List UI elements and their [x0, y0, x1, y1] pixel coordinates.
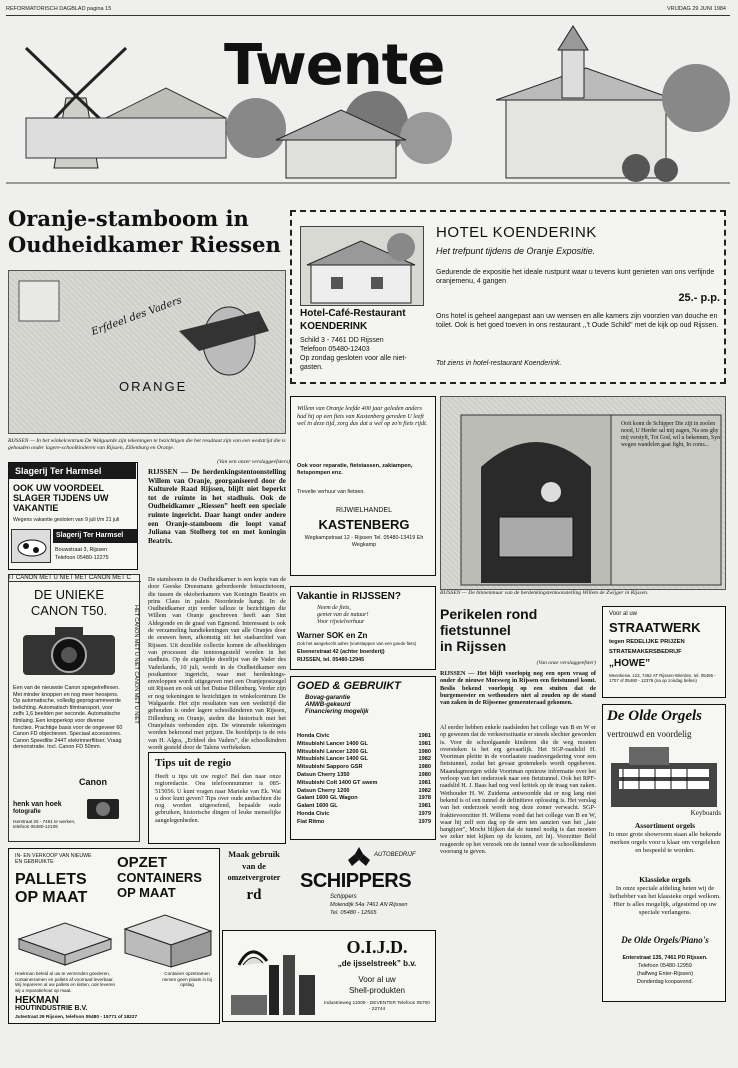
car-name: Galant 1600 GL	[297, 803, 338, 810]
article1-title-line2: Oudheidkamer Riessen	[8, 232, 281, 257]
mitsubishi-logo-icon	[344, 846, 374, 868]
car-year: 1981	[418, 740, 431, 747]
banner-title: Twente	[224, 33, 445, 98]
harmsel-addr1: Bouwstraat 3, Rijssen	[55, 547, 108, 553]
header-left: REFORMATORISCH DAGBLAD pagina 15	[6, 6, 112, 12]
car-row	[297, 788, 431, 796]
hekman-opzet1: OPZET	[117, 854, 168, 871]
schippers-sub: Schippers	[330, 894, 357, 900]
olde-t2: In onze speciale afdeling heten wij de liefhebber van het klassieke orgel welkom. Hier is alles mogelijk, afgestemd op uw speciale verlangens.	[609, 885, 721, 916]
schippers-addr: Molendijk 54a 7461 AN Rijssen	[330, 902, 408, 908]
goed-b3: Financiering mogelijk	[305, 708, 369, 715]
car-year: 1980	[418, 764, 431, 771]
shell-illustration	[229, 935, 319, 1019]
tips-text: Heeft u tips uit uw regio? Bel dan naar onze regioredactie. Ons telefoonnummer is 085-515056. U kunt vragen naar Marieke van Ek. Wat u door kunt geven? Tips over oude ambachten die nog worden uitgeoefend, bepaalde oude gebruiken, historische dingen of leuke menselijke aangelegenheden.	[155, 773, 281, 824]
car-name: Galant 1600 GL Wagon	[297, 795, 358, 802]
canon-shopaddr: Iserstraat 25 - 7461 te werken, telefoon 05480-12109	[13, 819, 76, 830]
koenderink-logo-line1: Hotel-Café-Restaurant	[300, 308, 406, 319]
maak-gebruik-ad	[222, 848, 286, 934]
car-year: 1980	[418, 771, 431, 778]
article2-photo-caption: RIJSSEN — De binnenmuur van de herdenkingstentoonstelling Willem de Zwijger in Rijssen.	[440, 590, 649, 596]
koenderink-addr3: Op zondag gesloten voor alle niet-gasten.	[300, 355, 407, 371]
car-year: 1979	[418, 818, 431, 825]
car-row	[297, 819, 431, 827]
vakantie-t3: Voor rijwielverhuur	[317, 619, 365, 625]
olde-h2: Klassieke orgels	[639, 875, 691, 884]
howe-addr: Meenkesw. 123, 7462 AT Rijssen-Wierden, tel. 05496 - 1707 of 05480 - 12378 (na op zondag bellen)	[609, 673, 716, 684]
hekman-addr: Jutestraat 29 Rijssen, telefoon 05480 - 15771 of 18227	[15, 1015, 138, 1020]
car-row	[297, 733, 431, 741]
article2-body: Al eerder hebben enkele raadsleden het college van B en W er op gewezen dat de verkeerssituatie er steeds slechter geworden is. Voor de schoolgaande kinderen die de weg moeten oversteken is het erg gevaarlijk. Het SGP-raadslid H. Voortman pleitte in de voorlaatste raadsvergadering voor een fietstunnel, zodat het gevaar grotendeels wordt opgeheven. Maandagmorgen wilde Voortman opnieuw informatie over het verloop van het onderzoek naar een fietstunnel. Ook het RPF-raadslid H. J. Baas had nog veel kritiek op de traag van zaken. Wethouder H. W. Zuidema antwoordde dat er nog lang niet bekend is of een tunnel de definitieve oplossing is. Het verslag van het onderzoek wordt nog deze zomer verwacht. SGP-fraktievoorzitter H. Willems vond dat het college van B en W, waar hij zelf een dag op de arm ten aanzien van het ,,late hangijzer'', Mocht blijken dat de tunnel nodig is dan moeten we zeker niet kijken op de kosten, zei hij. Voorzitter Beld reageerde op het verzoek om de tunnel voor de schoolkinderen voorrang te geven.	[440, 724, 596, 856]
vakantie-title: Vakantie in RIJSSEN?	[297, 591, 401, 602]
car-row	[297, 772, 431, 780]
schippers-name: SCHIPPERS	[300, 870, 412, 892]
car-name: Datsun Cherry 1200	[297, 787, 350, 794]
canon-head1: DE UNIEKE	[33, 587, 105, 602]
schippers-tel: Tel. 05480 - 12565	[330, 910, 377, 916]
car-name: Mitsubishi Lancer 1200 GL	[297, 748, 368, 755]
kastenberg-name2: KASTENBERG	[318, 517, 410, 532]
car-year: 1982	[418, 756, 431, 763]
kastenberg-sig: Trevelie verhuur van fietsen.	[297, 489, 365, 495]
oijd-sub: „de ijsselstreek” b.v.	[337, 959, 417, 968]
canon-text: Een van de nieuwste Canon spiegelreflexen. Met minder knoppen en nog meer heosjens. Op automatische, volledig geprogrammeerde belichting. Automatisch filmtransport, voor zelfs 1,6 beelden per seconde. Automatische filmlaing. Een knipperkop voor diverse functies. Prachtige basis voor de ongeveer 60 Canon FD objectieven. Speciaal accessoires. Canon Speedlite 244T elekrinnerflitser. Vraag demonstratie. Incl. Canon FD 50mm.	[13, 685, 123, 751]
article1-title-line1: Oranje-stamboom in	[8, 206, 249, 231]
olde-addr2: Telefoon 05480-12959	[638, 963, 692, 969]
header-rule	[6, 15, 730, 16]
article2-title	[440, 606, 590, 654]
kastenberg-addr: Wegkampstraat 12 - Rijssen Tel. 05480-13419 Eh Wegkamp	[304, 535, 424, 548]
canon-ad	[8, 574, 140, 842]
article1-credit: (Van een onzer verslaggeefsters)	[217, 459, 290, 465]
twente-banner	[6, 18, 730, 190]
article1-photo	[8, 270, 286, 434]
kastenberg-poem: Willem van Oranje leefde 400 jaar geleden anders had hij op een fiets van Kastenberg gereden U leeft wel in deze tijd, zorg dus dat u wel op zo'n fiets rijdt.	[297, 405, 428, 428]
koenderink-title: HOTEL KOENDERINK	[436, 224, 597, 241]
camera-small-icon	[85, 793, 121, 823]
hekman-name2: HOUTINDUSTRIE B.V.	[15, 1005, 88, 1012]
olde-addr4: Donderdag koopavond.	[636, 979, 694, 985]
goed-b1: Bovag-garantie	[305, 694, 351, 701]
hekman-pallets1: PALLETS	[15, 871, 87, 888]
kastenberg-name1: RIJWIELHANDEL	[335, 507, 392, 514]
harmsel-name2: Slagerij Ter Harmsel	[53, 529, 137, 543]
car-name: Mitsubishi Sapporo GSR	[297, 764, 363, 771]
maak-t1: Maak gebruik	[228, 849, 280, 859]
pallet-illustration	[15, 909, 215, 969]
car-name: Honda Civic	[297, 733, 330, 739]
harmsel-name: Slagerij Ter Harmsel	[9, 463, 136, 479]
hekman-ad	[8, 848, 220, 1024]
article1-caption: RIJSSEN — In het winkelcentrum De Walgaarde zijn tekeningen te bezichtigen die het resultaat zijn van een wedstrijd die is gehouden onder lagere-schoolkinderen van Rijssen, Zillenburg en Oranje.	[8, 438, 286, 451]
car-year: 1982	[418, 787, 431, 794]
koenderink-logo-drawing	[300, 226, 424, 306]
car-year: 1981	[418, 779, 431, 786]
car-year: 1981	[418, 803, 431, 810]
car-year: 1980	[418, 748, 431, 755]
oijd-ad	[222, 930, 436, 1022]
vakantie-name: Warner SOK en Zn	[297, 631, 368, 640]
koenderink-subtitle: Het trefpunt tijdens de Oranje Expositie.	[436, 246, 596, 256]
olde-orgels-ad	[602, 704, 726, 1002]
car-year: 1979	[418, 810, 431, 817]
vakantie-ad	[290, 586, 436, 670]
car-row	[297, 780, 431, 788]
canon-head2: CANON T50.	[30, 603, 108, 618]
oijd-t1: Voor al uw	[358, 975, 396, 984]
canon-band: IT CANON MET U NIET MET CANON MET C	[9, 575, 141, 582]
koenderink-price: 25.- p.p.	[678, 292, 720, 304]
hotel-drawing	[301, 227, 425, 307]
camera-icon	[19, 623, 119, 679]
car-year: 1978	[418, 795, 431, 802]
goed-gebruikt-ad	[290, 676, 436, 840]
howe-ad	[602, 606, 726, 698]
howe-name: „HOWE”	[609, 658, 651, 669]
article1-lead: RIJSSEN — De herdenkingstentoonstelling Willem van Oranje, georganiseerd door de Kulturele Raad Rijssen, blijft niet beperkt tot de ruimte in het stadhuis. Ook de Oudheidkamer „Riessen” heeft een speciale ruimte ingericht. Daar hangt onder andere een Oranje-stamboom die loopt vanaf Juliana van Stolberg tot en met koningin Beatrix.	[148, 468, 286, 545]
car-name: Mitsubishi Colt 1400 GT swem	[297, 779, 378, 786]
car-year: 1981	[418, 733, 431, 739]
howe-title: STRAATWERK	[609, 620, 701, 635]
maak-t3: omzetvergroter	[227, 873, 281, 882]
article1-body: De stamboom in de Oudheidkamer is een kopie van de door Geeske Dreesmann gebordeerde fotoactietoom, die tussen de oktoberkamers van Koningin Beatrix en prins Claus in paleis Noordeinde hangt. In de Oudheidkamer zijn verder talloze te bezichtigen die Willem van Oranje geschreven heeft aan Sint Aldegonde en de graaf van Egmond. Interessant is ook de verzameling handtekeningen van alle Oranjes door de eeuwen heen, afkomstig uit het stadsarchief van Rijssen. Uit dezelfde collectie komen de afbeeldingen van processen die tentoongesteld worden in het stadhuis. Op de eigenlijke doorlijst van de Vader des Vaderlands, 10 juli, wordt in de Oudheidkamer een postkantoor ingericht, waar met herdenkings-enveloppen wordt uitgegeven met een Oranjepostzegel uit Rijssen en ook uit het Duitse Dillenburg. Verder zijn er nog tekeningen te bezichtigen in winkelcentrum De Walgaarde. Het zijn resultaten van een wedstrijd die gehouden is onder lagere schoolkinderen van Rijssen, Dillenburg en Oranje, steden die historisch met het Oranjehuis verbonden zijn. De winnende tekeningen worden bekroond met prijzen. De hoofdprijs is de reis van H. Algra, „Erfdeel des Vaders”, die schoolkindren wordt gesteld door de Talens verftekeken.	[148, 576, 286, 751]
goed-title: GOED & GEBRUIKT	[297, 680, 401, 692]
photo2-sign-text: Ooit komt de Schipper Die zijt in zoolen nood, U Herder sal mij zagen, Na ons ghy mij verstyft, Tot God, wil u bekennen, Syn wegen wandelen gaat fight, In coms...	[621, 421, 720, 448]
hekman-small1: Hoekman beleid al uw te verzenden goederen, containerramen en pallets af voorraad leverbaar. Wij repareren al uw pallets en kisten, ook leveren wij u reparatiehout op maat.	[15, 971, 116, 993]
car-row	[297, 803, 431, 811]
car-row	[297, 756, 431, 764]
koenderink-text2: Ons hotel is geheel aangepast aan uw wensen en alle kamers zijn voorzien van douche en toilet. Ook is het goed toeven in ons restaurant ,,'t Oude Schild'' met de kijk op oud Rijssen.	[436, 313, 719, 329]
canon-side: HET CANON MET U NIET CANON MET U NIET	[133, 605, 139, 724]
koenderink-addr2: Telefoon 05480-12403	[300, 346, 370, 353]
hekman-opzet3: OP MAAT	[117, 885, 176, 900]
article2-title2: fietstunnel	[440, 622, 511, 638]
olde-tag: vertrouwd en voordelig	[607, 729, 692, 739]
maak-t4: rd	[246, 887, 262, 903]
car-row	[297, 764, 431, 772]
hekman-small2: Container opzetramen nemen geen plaats in bij opslag	[162, 971, 212, 988]
hekman-opzet2: CONTAINERS	[117, 870, 202, 885]
schippers-top: AUTOBEDRIJF	[374, 852, 416, 858]
howe-top: Voor al uw	[609, 611, 638, 617]
article2-title1: Perikelen rond	[440, 606, 538, 622]
kastenberg-repair: Ook voor reparatie, fietstassen, zakiampen, fietspompen enz.	[297, 463, 413, 476]
car-name: Datsun Cherry 1350	[297, 771, 350, 778]
vakantie-t2: geniet van de natuur!	[317, 612, 369, 618]
olde-addr1: Enterstraat 135, 7461 PD Rijssen.	[622, 955, 708, 961]
header-right: VRIJDAG 29 JUNI 1984	[667, 6, 726, 12]
cow-icon	[11, 529, 51, 563]
car-row	[297, 811, 431, 819]
car-row	[297, 795, 431, 803]
canon-brand: Canon	[79, 777, 107, 787]
koenderink-ad	[290, 210, 726, 384]
vakantie-addr2: RIJSSEN, tel. 05480-12945	[297, 657, 365, 663]
car-row	[297, 749, 431, 757]
canon-shop: henk van hoek	[13, 801, 62, 808]
oijd-addr: Industrieweg 11009 - DEVENTER Telefoon 05700 - 22744	[324, 1001, 430, 1012]
hekman-name: HEKMAN	[15, 995, 59, 1006]
photo-text-orange: ORANGE	[119, 379, 188, 394]
car-row	[297, 741, 431, 749]
howe-sub: tegen REDELIJKE PRIJZEN	[609, 639, 685, 645]
koenderink-logo-line2: KOENDERINK	[300, 321, 368, 332]
hekman-top: IN- EN VERKOOP VAN NIEUWE EN GEBRUIKTE	[15, 853, 92, 865]
car-name: Fiat Ritmo	[297, 818, 325, 825]
harmsel-ad	[8, 462, 138, 570]
article2-lead: RIJSSEN — Het blijft voorlopig nog een open vraag of onder de nieuwe Morsweg in Rijssen een fietstunnel komt. Beslis bekend voorlopig op een stuiten dat de burgemeester en wethouders niet al zouden op de stand van zaken in de Rijssense gemeenteraad gekomen.	[440, 670, 596, 707]
article1-title	[8, 206, 288, 258]
car-name: Mitsubishi Lancer 1400 GL	[297, 756, 368, 763]
vakantie-t1: Neem de fiets,	[317, 605, 351, 611]
vakantie-small: Ook het aangekocht adres (voetstappen van een goede fiets)	[297, 641, 417, 646]
olde-addr3: (halfweg Enter-Rijssen)	[636, 971, 694, 977]
olde-brand: De Olde Orgels/Piano's	[621, 935, 709, 945]
goed-b2: ANWB-gekeurd	[305, 701, 351, 708]
photo-text-erfdeel: Erfdeel des Vaders	[89, 294, 184, 339]
harmsel-sub: Wegens vakantie gesloten van 9 juli t/m 21 juli	[13, 517, 120, 523]
olde-h1: Assortiment orgels	[634, 821, 696, 830]
koenderink-text1: Gedurende de expositie het ideale rustpunt waar u tevens kunt genieten van ons verfijnde oranjemenu, 4 gangen	[436, 269, 715, 285]
oijd-name: O.I.J.D.	[346, 937, 408, 957]
car-name: Honda Civic	[297, 810, 330, 817]
goed-car-list	[297, 733, 431, 827]
article2-credit: (Van onze verslaggeefster)	[536, 660, 596, 666]
article2-photo	[440, 396, 726, 590]
canon-shop2: fotografie	[13, 809, 41, 815]
hekman-pallets2: OP MAAT	[15, 889, 88, 906]
kastenberg-ad	[290, 396, 436, 576]
article2-title3: in Rijssen	[440, 638, 507, 654]
tips-box	[148, 752, 286, 844]
howe-sub2: STRATEMAKERSBEDRIJF	[609, 649, 682, 655]
oijd-t2: Shell-produkten	[348, 986, 406, 995]
photo-drawings	[9, 271, 287, 435]
olde-t1: In onze grote showroom staan alle bekende merken orgels voor u klaar om vergeleken en bespeeld te worden.	[608, 831, 722, 854]
schippers-ad	[290, 846, 436, 924]
harmsel-addr2: Telefoon 05480-12275	[55, 555, 109, 561]
maak-t2: van de	[242, 861, 266, 871]
olde-keyboards: Keyboards	[690, 809, 721, 817]
koenderink-text3: Tot ziens in hotel-restaurant Koenderink.	[436, 360, 562, 367]
harmsel-head: OOK UW VOORDEEL SLAGER TIJDENS UW VAKANTIE	[13, 483, 109, 513]
organ-illustration	[609, 743, 719, 809]
car-name: Mitsubishi Lancer 1400 GL	[297, 740, 368, 747]
vakantie-addr1: Elsenerstraat 42 (achter boerderij)	[297, 649, 385, 655]
olde-title: De Olde Orgels	[607, 708, 702, 724]
tips-title: Tips uit de regio	[155, 757, 232, 769]
koenderink-addr1: Schild 3 - 7461 DD Rijssen	[300, 337, 384, 344]
